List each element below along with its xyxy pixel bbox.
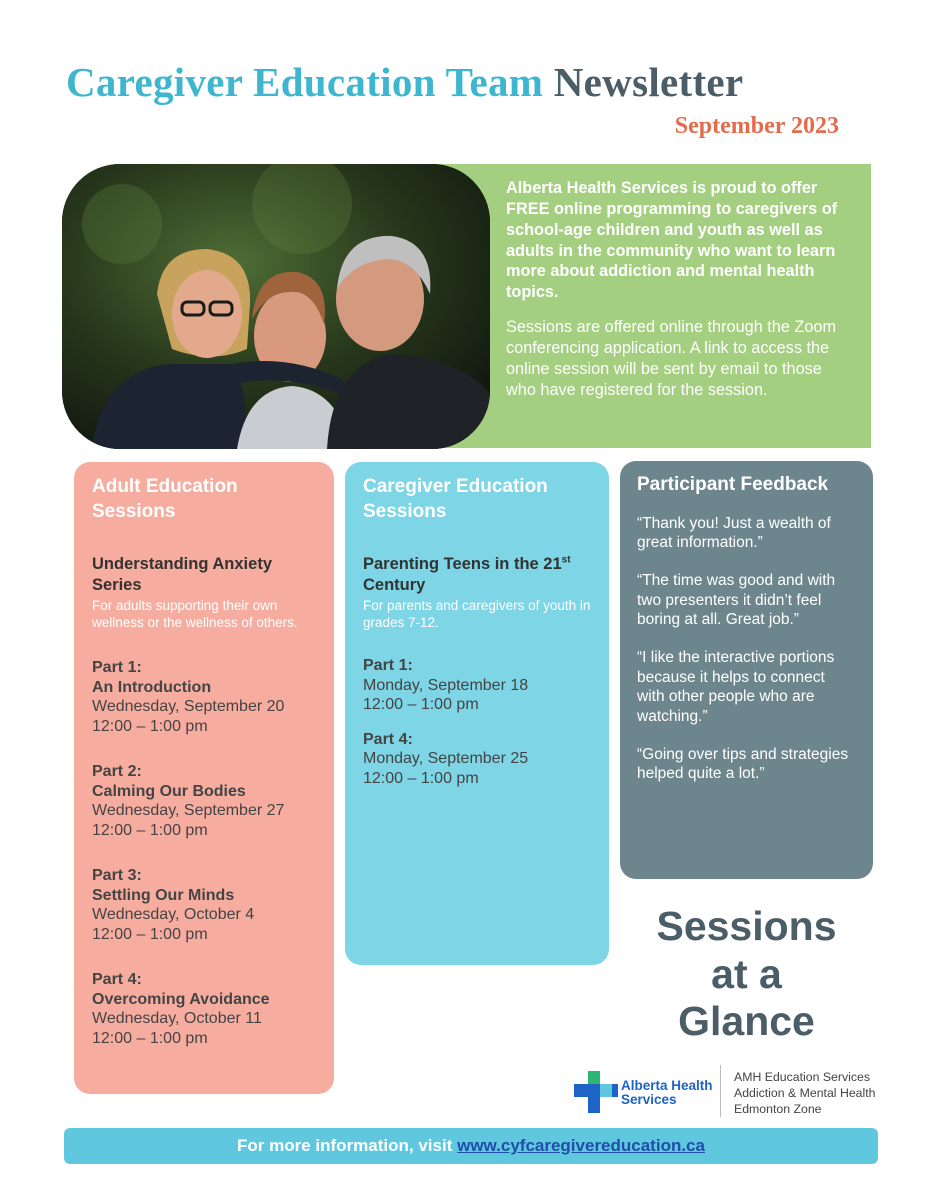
part-date: Wednesday, September 27	[92, 802, 285, 820]
part-date: Wednesday, October 4	[92, 906, 255, 924]
title-part1: Caregiver Education Team	[66, 59, 544, 105]
feedback-quote: “Thank you! Just a wealth of great information.”	[637, 514, 831, 552]
part-time: 12:00 – 1:00 pm	[92, 925, 208, 943]
part-time: 12:00 – 1:00 pm	[363, 696, 479, 714]
part-name: Calming Our Bodies	[92, 782, 246, 800]
part-date: Wednesday, October 11	[92, 1010, 262, 1028]
footer-bar	[64, 1128, 878, 1164]
ahs-cross-icon	[574, 1071, 618, 1113]
newsletter-title	[66, 58, 866, 106]
part-label: Part 3:	[92, 867, 142, 885]
adult-part	[92, 658, 316, 736]
intro-paragraph-2: Sessions are offered online through the Zoom conferencing application. A link to access the online session will be sent by email to those who have registered for the session.	[506, 318, 837, 399]
caregiver-education-card	[345, 462, 609, 965]
feedback-quote: “I like the interactive portions because it helps to connect with other people who are watching.”	[637, 649, 835, 726]
org-line-2: Addiction & Mental Health	[734, 1085, 876, 1100]
glance-line-1: Sessions	[656, 903, 837, 949]
website-link[interactable]: www.cyfcaregivereducation.ca	[457, 1136, 705, 1155]
family-photo	[62, 164, 490, 449]
part-date: Wednesday, September 20	[92, 698, 285, 716]
org-line-1: AMH Education Services	[734, 1070, 871, 1084]
logo-line-2: Services	[621, 1092, 677, 1108]
part-time: 12:00 – 1:00 pm	[92, 821, 208, 839]
title-part2: Newsletter	[553, 59, 744, 105]
intro-panel	[430, 164, 871, 448]
part-label: Part 1:	[92, 659, 142, 677]
newsletter-date: September 2023	[674, 113, 839, 139]
ahs-logo-text	[621, 1079, 713, 1107]
logo-line-1: Alberta Health	[621, 1078, 713, 1093]
sessions-at-a-glance-heading	[620, 903, 873, 1046]
part-date: Monday, September 25	[363, 750, 529, 768]
logo-divider	[720, 1065, 721, 1117]
feedback-quote: “Going over tips and strategies helped quite a lot.”	[637, 745, 849, 783]
part-name: Overcoming Avoidance	[92, 990, 270, 1008]
adult-series-description: For adults supporting their own wellness or the wellness of others.	[92, 598, 298, 631]
ahs-logo	[574, 1071, 714, 1113]
footer-text: For more information, visit	[237, 1136, 458, 1155]
family-photo-illustration	[62, 164, 490, 449]
caregiver-series-description: For parents and caregivers of youth in grades 7-12.	[363, 598, 591, 631]
caregiver-part	[363, 730, 591, 789]
part-time: 12:00 – 1:00 pm	[92, 1029, 208, 1047]
caregiver-card-title: Caregiver Education Sessions	[363, 476, 548, 522]
feedback-card-title: Participant Feedback	[637, 474, 829, 495]
feedback-quote: “The time was good and with two presenters it didn’t feel boring at all. Great job.”	[637, 572, 836, 629]
org-line-3: Edmonton Zone	[734, 1101, 822, 1116]
adult-series-title: Understanding Anxiety Series	[92, 555, 272, 595]
adult-part	[92, 762, 316, 840]
part-label: Part 4:	[363, 730, 413, 748]
part-date: Monday, September 18	[363, 676, 529, 694]
glance-line-3: Glance	[678, 998, 815, 1045]
glance-line-2: at a	[711, 950, 782, 997]
participant-feedback-card	[620, 461, 873, 879]
caregiver-part	[363, 656, 591, 715]
caregiver-series-title: Parenting Teens in the 21st Century	[363, 554, 571, 595]
adult-part	[92, 866, 316, 944]
part-name: Settling Our Minds	[92, 886, 235, 904]
part-label: Part 2:	[92, 763, 142, 781]
part-label: Part 4:	[92, 971, 142, 989]
org-info	[734, 1070, 876, 1118]
part-time: 12:00 – 1:00 pm	[92, 717, 208, 735]
adult-education-card	[74, 462, 334, 1094]
part-name: An Introduction	[92, 678, 212, 696]
intro-paragraph-1: Alberta Health Services is proud to offer FREE online programming to caregivers of school-age children and youth as well as adults in the community who want to learn more about addiction and mental health topics.	[506, 179, 838, 302]
part-label: Part 1:	[363, 657, 413, 675]
adult-card-title: Adult Education Sessions	[92, 476, 238, 522]
part-time: 12:00 – 1:00 pm	[363, 769, 479, 787]
adult-part	[92, 970, 316, 1048]
